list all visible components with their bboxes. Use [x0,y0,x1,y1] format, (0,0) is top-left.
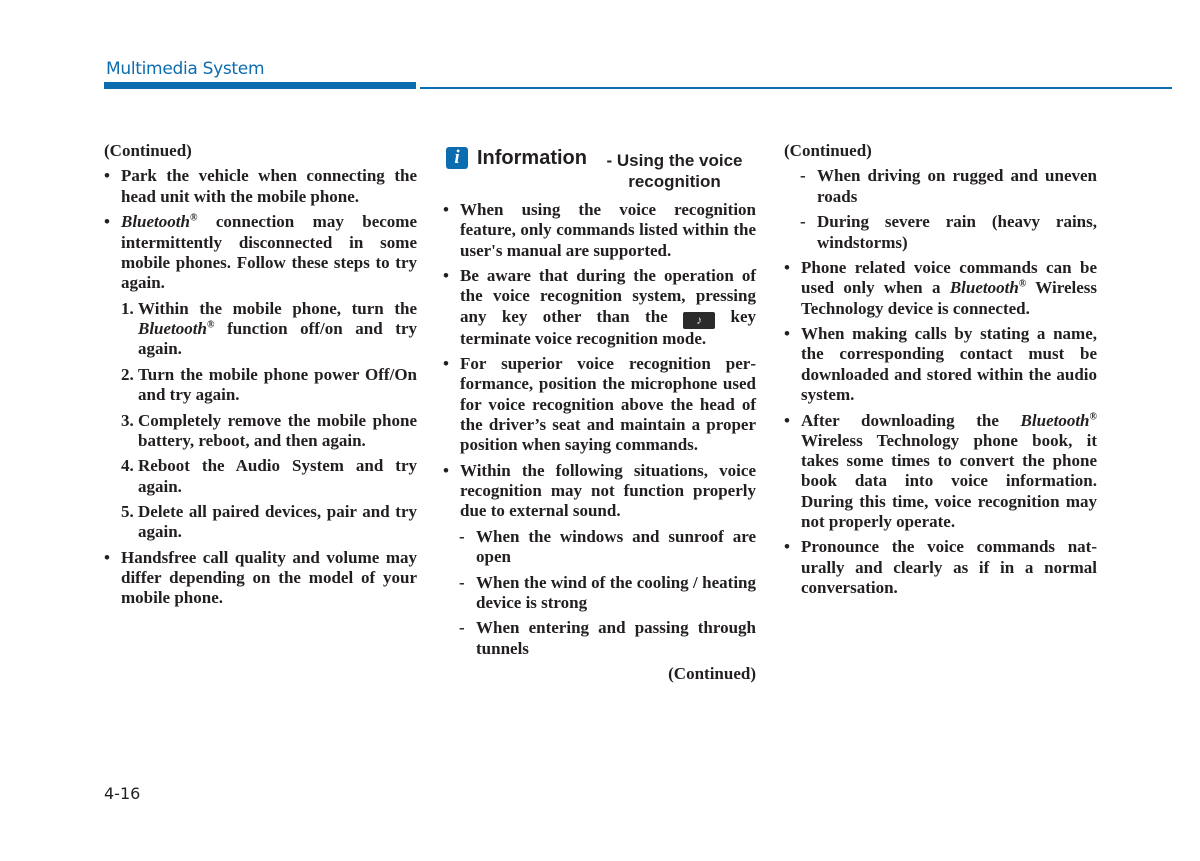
item-marker: 4. [121,456,134,476]
continued-label [443,664,756,684]
column-middle [443,146,756,690]
dash-item [784,212,1097,253]
bullet-item [443,266,756,349]
item-marker: • [784,324,790,344]
item-marker: 5. [121,502,134,522]
bullet-item [784,411,1097,533]
text: Park the vehicle when connecting the head unit with the mobile phone. [121,166,417,206]
bullet-item [104,166,417,207]
item-marker: • [784,537,790,557]
registered-mark: ® [189,212,198,224]
num-item [104,411,417,452]
bullet-item [104,548,417,609]
page-number: 4-16 [104,784,141,803]
bullet-item [443,354,756,455]
text: Phone related voice commands can be used only when a [801,258,1097,298]
text: Turn the mobile phone power Off/On and try again. [138,364,417,405]
item-marker: 2. [121,364,134,384]
text: Reboot the Audio System and try again. [138,456,417,496]
item-marker: - [459,572,465,592]
bullet-item [443,461,756,522]
continued-label [784,141,1097,161]
registered-mark: ® [1018,278,1027,290]
item-marker: • [104,547,110,567]
section-title: Multimedia System [106,59,265,79]
item-marker: • [443,460,449,480]
num-item [104,299,417,360]
info-icon: i [446,147,468,169]
text: When driving on rugged and uneven roads [817,166,1097,206]
bullet-item [784,537,1097,598]
text: key terminate voice recognition mode. [460,306,756,348]
text: When making calls by stating a name, the corresponding contact must be downloaded and stored within the audio system. [801,324,1097,405]
information-title: Information [477,147,587,169]
text: Completely remove the mobile phone battery, reboot, and then again. [138,410,417,450]
text: (Continued) [104,141,192,160]
text: (Continued) [668,664,756,684]
text: During severe rain (heavy rains, windstorms) [817,212,1097,252]
num-item [104,502,417,543]
dash-item [784,166,1097,207]
bluetooth-term: Bluetooth [121,212,190,232]
text: After downloading the [801,410,1021,430]
registered-mark: ® [206,319,215,331]
text: For superior voice recognition performance, position the microphone used for voice recognition above the head of the driver’s seat and maintain a proper position when saying commands. [460,354,756,455]
num-item [104,365,417,406]
bullet-item [104,212,417,293]
item-marker: • [784,258,790,278]
dash-item [443,527,756,568]
information-heading [443,146,756,192]
text: When using the voice recognition feature, only commands listed within the user's manual are supported. [460,200,756,260]
item-marker: • [104,166,110,186]
item-marker: 3. [121,410,134,430]
text: Handsfree call quality and volume may differ depending on the model of your mobile phone. [121,547,417,608]
item-marker: - [459,526,465,546]
header-rule [420,87,1172,89]
column-right [784,141,1097,604]
text: function off/on and try again. [138,318,417,359]
registered-mark: ® [1089,410,1097,422]
bluetooth-term: Bluetooth [1020,410,1090,430]
item-marker: • [443,354,449,374]
text: connection may become intermittently disconnected in some mobile phones. Follow these steps to try again. [121,212,417,293]
text: Wireless Technology device is connected. [801,278,1097,318]
text: When the wind of the cooling / heating device is strong [476,572,756,612]
text: When the windows and sunroof are open [476,526,756,567]
item-marker: • [784,410,790,430]
header-bar [104,82,416,89]
item-marker: - [800,166,806,186]
text: Be aware that during the operation of the voice recognition system, pressing any key other than the [460,266,756,326]
item-marker: 1. [121,298,134,318]
dash-item [443,618,756,659]
continued-label [104,141,417,161]
bluetooth-term: Bluetooth [138,318,207,338]
dash-item [443,573,756,614]
voice-key-icon: ♪ [683,312,715,329]
item-marker: • [104,212,110,232]
item-marker: • [443,200,449,219]
item-marker: • [443,266,449,286]
text: Pronounce the voice commands naturally and clearly as if in a normal conversation. [801,537,1097,598]
text: (Continued) [784,141,872,160]
bullet-item [784,258,1097,319]
text: Within the mobile phone, turn the [138,298,417,318]
information-subtitle: - Using the voice recognition [606,151,743,191]
text: Delete all paired devices, pair and try again. [138,502,417,542]
text: Within the following situations, voice recognition may not function properly due to external sound. [460,460,756,521]
bluetooth-term: Bluetooth [949,278,1019,298]
column-left [104,141,417,614]
item-marker: - [459,618,465,638]
text: When entering and passing through tunnels [476,618,756,658]
bullet-item [443,200,756,261]
num-item [104,456,417,497]
item-marker: - [800,212,806,232]
bullet-item [784,324,1097,405]
text: Wireless Technology phone book, it takes some times to convert the phone book data into voice information. During this time, voice recognition may not properly operate. [801,430,1097,531]
